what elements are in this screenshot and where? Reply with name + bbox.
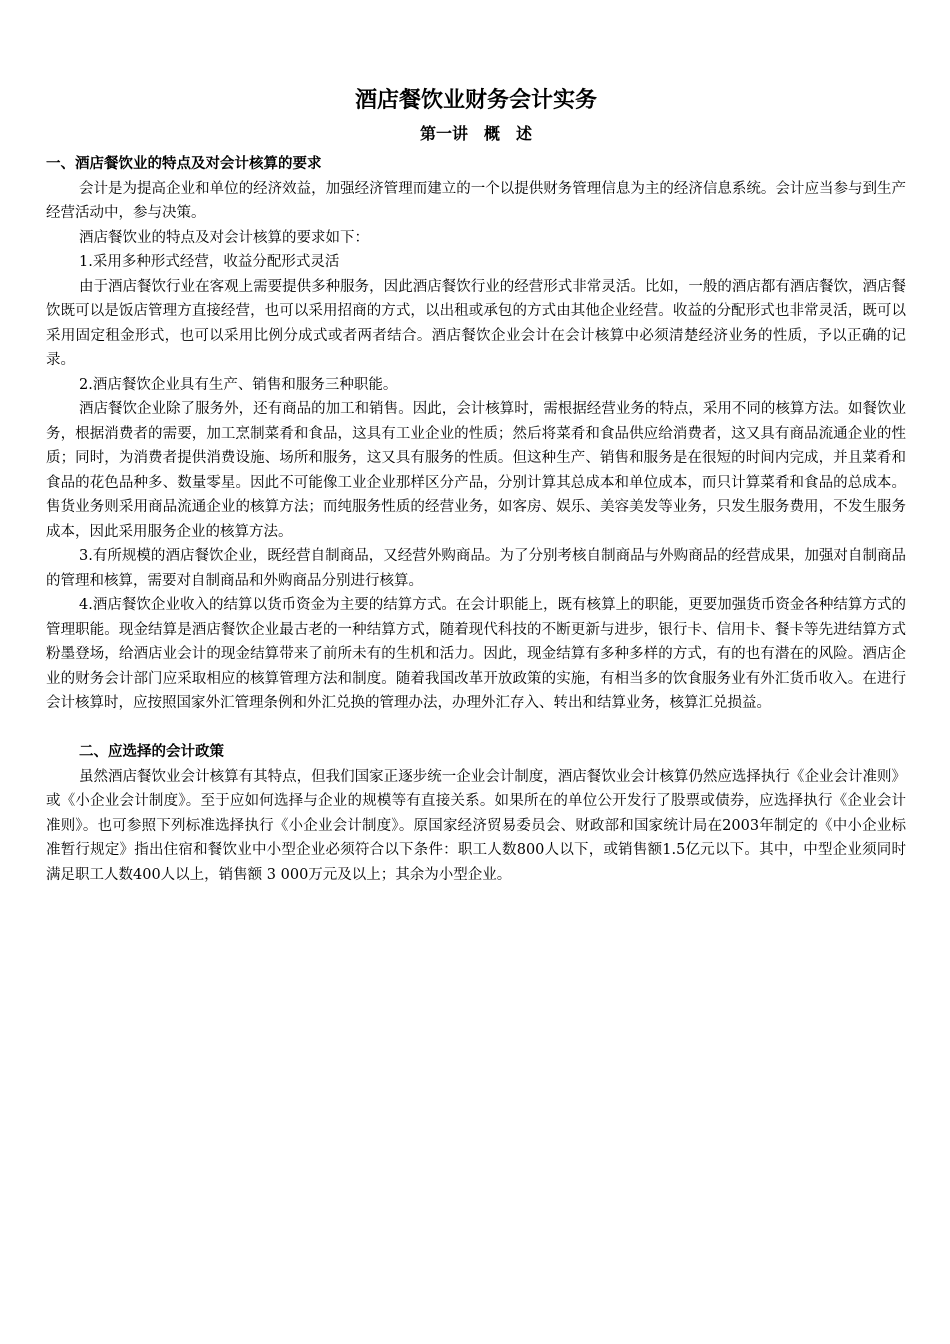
document-page [46,84,906,887]
list-item-heading: 1.采用多种形式经营，收益分配形式灵活 [79,254,340,270]
section-2-heading: 二、应选择的会计政策 [79,743,224,760]
section-1-heading: 一、酒店餐饮业的特点及对会计核算的要求 [46,155,322,172]
paragraph: 3.有所规模的酒店餐饮企业，既经营自制商品，又经营外购商品。为了分别考核自制商品与外购商品的经营成果，加强对自制商品的管理和核算，需要对自制商品和外购商品分别进行核算。 [46,548,906,589]
paragraph: 酒店餐饮业的特点及对会计核算的要求如下： [79,229,369,246]
paragraph: 虽然酒店餐饮业会计核算有其特点，但我们国家正逐步统一企业会计制度，酒店餐饮业会计核算仍然应选择执行《企业会计准则》或《小企业会计制度》。至于应如何选择与企业的规模等有直接关系。如果所在的单位公开发行了股票或债券，应选择执行《企业会计准则》。也可参照下列标准选择执行《小企业会计制度》。原国家经济贸易委员会、财政部和国家统计局在2003年制定的《中小企业标准暂行规定》指出住宿和餐饮业中小型企业必须符合以下条件：职工人数800人以下，或销售额1.5亿元以下。其中，中型企业须同时满足职工人数400人以上，销售额 3 000万元及以上；其余为小型企业。 [46,768,906,883]
paragraph: 由于酒店餐饮行业在客观上需要提供多种服务，因此酒店餐饮行业的经营形式非常灵活。比如，一般的酒店都有酒店餐饮，酒店餐饮既可以是饭店管理方直接经营，也可以采用招商的方式，以出租或承包的方式由其他企业经营。收益的分配形式也非常灵活，既可以采用固定租金形式，也可以采用比例分成式或者两者结合。酒店餐饮企业会计在会计核算中必须清楚经济业务的性质，予以正确的记录。 [46,278,906,368]
paragraph: 4.酒店餐饮企业收入的结算以货币资金为主要的结算方式。在会计职能上，既有核算上的职能，更要加强货币资金各种结算方式的管理职能。现金结算是酒店餐饮企业最古老的一种结算方式，随着现代科技的不断更新与进步，银行卡、信用卡、餐卡等先进结算方式粉墨登场，给酒店业会计的现金结算带来了前所未有的生机和活力。因此，现金结算有多种多样的方式，有的也有潜在的风险。酒店企业的财务会计部门应采取相应的核算管理方法和制度。随着我国改革开放政策的实施，有相当多的饮食服务业有外汇货币收入。在进行会计核算时，应按照国家外汇管理条例和外汇兑换的管理办法，办理外汇存入、转出和结算业务，核算汇兑损益。 [46,597,906,711]
document-title: 酒店餐饮业财务会计实务 [354,87,597,113]
list-item-heading: 2.酒店餐饮企业具有生产、销售和服务三种职能。 [79,376,398,393]
lecture-title: 第一讲 概 述 [419,124,532,143]
paragraph: 酒店餐饮企业除了服务外，还有商品的加工和销售。因此，会计核算时，需根据经营业务的特点，采用不同的核算方法。如餐饮业务，根据消费者的需要，加工烹制菜肴和食品，这具有工业企业的性质；然后将菜肴和食品供应给消费者，这又具有商品流通企业的性质；同时，为消费者提供消费设施、场所和服务，这又具有服务的性质。但这种生产、销售和服务是在很短的时间内完成，并且菜肴和食品的花色品种多、数量零星。因此不可能像工业企业那样区分产品，分别计算其总成本和单位成本，而只计算菜肴和食品的总成本。售货业务则采用商品流通企业的核算方法；而纯服务性质的经营业务，如客房、娱乐、美容美发等业务，只发生服务费用，不发生服务成本，因此采用服务企业的核算方法。 [46,401,906,540]
paragraph: 会计是为提高企业和单位的经济效益，加强经济管理而建立的一个以提供财务管理信息为主的经济信息系统。会计应当参与到生产经营活动中，参与决策。 [46,180,906,221]
section-spacer [46,716,906,741]
